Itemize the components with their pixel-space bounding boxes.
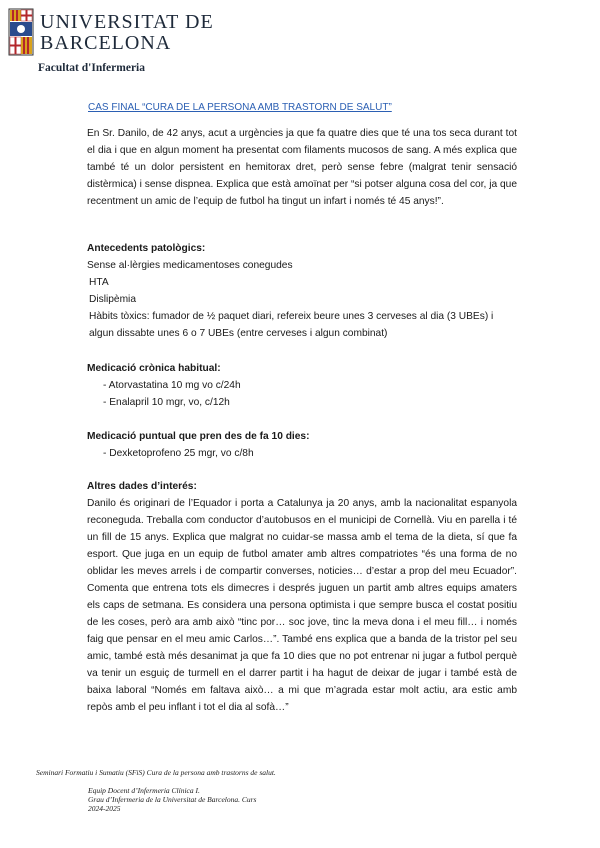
punctual-medication-section [87, 428, 517, 462]
footer-credits [88, 786, 256, 813]
antecedents-section [87, 240, 517, 342]
university-seal-icon [8, 8, 34, 56]
chronic-medication-heading: Medicació crònica habitual: [87, 363, 221, 374]
punctual-medication-heading: Medicació puntual que pren des de fa 10 dies: [87, 431, 310, 442]
chronic-medication-section [87, 360, 517, 411]
university-line2: BARCELONA [40, 32, 172, 54]
other-data-paragraph: Danilo és originari de l’Equador i porta a Catalunya ja 20 anys, amb la nacionalitat espanyola reconeguda. Treballa com conductor d’autobusos en el municipi de Cornellà. Viu en parella i té un fill de 15 anys. Explica que malgrat no cuidar-se massa amb el tema de la dieta, sí que fa esport. Que juga en un equip de futbol amater amb altres compatriotes “és una forma de no oblidar les meves arrels i de compartir converses, noticies… d’estar a prop del meu Ecuador”. Comenta que entrena tots els dimecres i després juguen un partit amb altres equips amaters els caps de setmana. Es considera una persona optimista i que sempre busca el costat positiu de les coses, però ara amb això “tinc por… soc jove, tinc la meva dona i el meu fill… i només faig que pensar en el meu amic Carlos…”. També ens explica que a banda de la tristor pel seu amic, també està més desanimat ja que fa 10 dies que no pot entrenar ni jugar a futbol perquè va tenir un esguiç de turmell en el darrer partit i ha hagut de deixar de jugar i també està de baixa laboral “Només em faltava això… a mi que m’agrada estar molt actiu, ara estic amb repòs amb el peu inflant i tot el dia al sofà…” [87, 498, 517, 713]
footer-degree: Grau d’Infermeria de la Universitat de Barcelona. Curs [88, 795, 257, 804]
chronic-medication-item: - Atorvastatina 10 mg vo c/24h [103, 377, 517, 394]
antecedent-item: Dislipèmia [89, 294, 136, 305]
antecedents-heading: Antecedents patològics: [87, 243, 206, 254]
antecedent-item: Hàbits tòxics: fumador de ½ paquet diari, refereix beure unes 3 cerveses al dia (3 UBEs) i algun dissabte unes 6 o 7 UBEs (entre cerveses i algun combinat) [89, 311, 494, 339]
faculty-name: Facultat d'Infermeria [38, 62, 145, 74]
university-line1: UNIVERSITAT DE [40, 11, 214, 33]
antecedent-item: Sense al·lèrgies medicamentoses conegudes [87, 260, 293, 271]
punctual-medication-item: - Dexketoprofeno 25 mgr, vo c/8h [103, 445, 517, 462]
antecedent-item: HTA [89, 277, 109, 288]
chronic-medication-item: - Enalapril 10 mgr, vo, c/12h [103, 394, 517, 411]
other-data-heading: Altres dades d’interés: [87, 481, 197, 492]
footer-team: Equip Docent d’Infermeria Clínica I. [88, 786, 200, 795]
university-name [40, 12, 214, 54]
intro-paragraph: En Sr. Danilo, de 42 anys, acut a urgències ja que fa quatre dies que té una tos seca durant tot el dia i que en algun moment ha presentat com filaments mucosos de sang. A més explica que també té un dolor persistent en hemitorax dret, però sense febre (malgrat tenir sensació distèrmica) i sense dispnea. Explica que està amoïnat per “si potser alguna cosa del cor, ja que recentment un amic de l’equip de futbol ha tingut un infart i només té 45 anys!”. [87, 128, 517, 207]
case-title: CAS FINAL “CURA DE LA PERSONA AMB TRASTORN DE SALUT” [88, 102, 392, 113]
footer-year: 2024-2025 [88, 804, 121, 813]
footer-seminar: Seminari Formatiu i Sumatiu (SFiS) Cura de la persona amb trastorns de salut. [36, 768, 276, 777]
other-data-section [87, 478, 517, 716]
